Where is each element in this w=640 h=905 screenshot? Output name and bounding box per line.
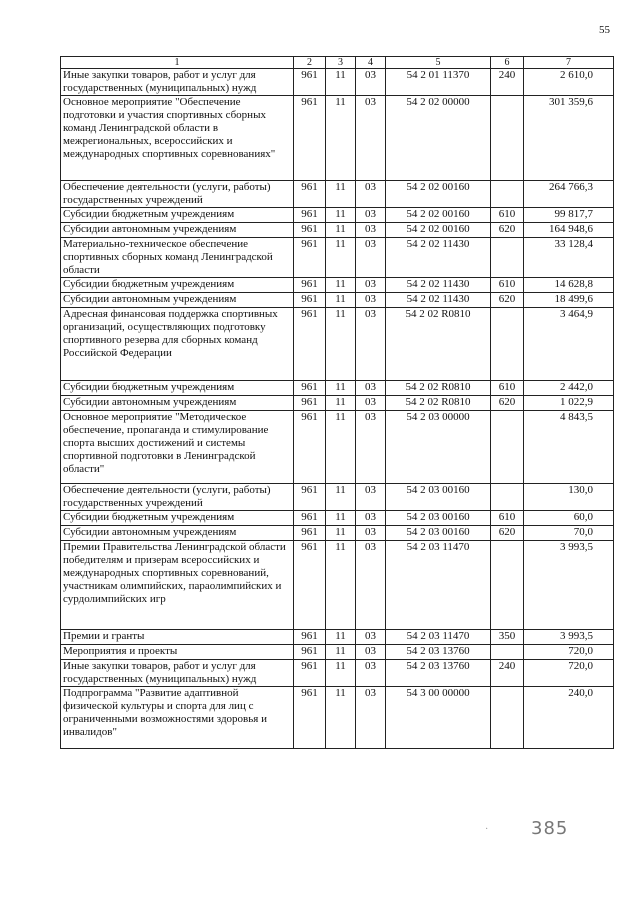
- row-name-cell: Субсидии бюджетным учреждениям: [61, 511, 294, 526]
- row-code-cell: 11: [326, 660, 356, 687]
- row-code-cell: 961: [294, 660, 326, 687]
- row-code-cell: 11: [326, 181, 356, 208]
- row-code-cell: 54 2 03 00160: [386, 484, 491, 511]
- row-name-cell: Основное мероприятие "Методическое обеспечение, пропаганда и стимулирование спорта высших достижений и системы спортивной подготовки в Ленинградской области": [61, 411, 294, 484]
- row-amount-cell: 3 464,9: [524, 308, 614, 381]
- row-code-cell: 03: [356, 278, 386, 293]
- table-row: [61, 96, 614, 181]
- row-code-cell: 620: [491, 396, 524, 411]
- row-code-cell: 03: [356, 687, 386, 749]
- row-code-cell: 961: [294, 396, 326, 411]
- row-code-cell: 11: [326, 308, 356, 381]
- row-code-cell: 961: [294, 687, 326, 749]
- row-code-cell: 961: [294, 630, 326, 645]
- row-name-cell: Субсидии автономным учреждениям: [61, 526, 294, 541]
- table-row: [61, 381, 614, 396]
- row-code-cell: [491, 484, 524, 511]
- row-code-cell: 03: [356, 396, 386, 411]
- table-row: [61, 278, 614, 293]
- row-code-cell: 11: [326, 208, 356, 223]
- row-code-cell: [491, 411, 524, 484]
- row-code-cell: 11: [326, 278, 356, 293]
- row-code-cell: 03: [356, 96, 386, 181]
- table-row: [61, 660, 614, 687]
- row-code-cell: 240: [491, 660, 524, 687]
- row-code-cell: 54 2 02 11430: [386, 238, 491, 278]
- row-code-cell: 11: [326, 541, 356, 630]
- row-code-cell: 961: [294, 645, 326, 660]
- row-code-cell: 961: [294, 308, 326, 381]
- row-code-cell: 11: [326, 526, 356, 541]
- row-amount-cell: 33 128,4: [524, 238, 614, 278]
- row-code-cell: 54 2 02 11430: [386, 278, 491, 293]
- row-code-cell: 03: [356, 511, 386, 526]
- table-row: [61, 630, 614, 645]
- scan-mark: ·: [485, 824, 489, 835]
- row-code-cell: 961: [294, 69, 326, 96]
- row-name-cell: Адресная финансовая поддержка спортивных организаций, осуществляющих подготовку спортивного резерва для сборных команд Российской Федерации: [61, 308, 294, 381]
- row-code-cell: 11: [326, 96, 356, 181]
- row-amount-cell: 720,0: [524, 645, 614, 660]
- row-amount-cell: 720,0: [524, 660, 614, 687]
- row-code-cell: 11: [326, 511, 356, 526]
- row-name-cell: Иные закупки товаров, работ и услуг для государственных (муниципальных) нужд: [61, 660, 294, 687]
- row-name-cell: Субсидии бюджетным учреждениям: [61, 278, 294, 293]
- row-code-cell: 11: [326, 411, 356, 484]
- table-row: [61, 69, 614, 96]
- row-code-cell: 961: [294, 484, 326, 511]
- row-code-cell: 11: [326, 69, 356, 96]
- row-name-cell: Материально-техническое обеспечение спортивных сборных команд Ленинградской области: [61, 238, 294, 278]
- row-code-cell: 03: [356, 630, 386, 645]
- row-code-cell: 620: [491, 526, 524, 541]
- row-code-cell: [491, 645, 524, 660]
- row-code-cell: 54 2 02 00160: [386, 208, 491, 223]
- header-cell: 3: [326, 57, 356, 69]
- row-name-cell: Субсидии автономным учреждениям: [61, 293, 294, 308]
- row-name-cell: Иные закупки товаров, работ и услуг для государственных (муниципальных) нужд: [61, 69, 294, 96]
- table-row: [61, 526, 614, 541]
- row-code-cell: 610: [491, 278, 524, 293]
- row-code-cell: [491, 96, 524, 181]
- row-code-cell: 54 2 02 R0810: [386, 396, 491, 411]
- row-amount-cell: 3 993,5: [524, 630, 614, 645]
- row-code-cell: 03: [356, 69, 386, 96]
- row-amount-cell: 1 022,9: [524, 396, 614, 411]
- row-amount-cell: 130,0: [524, 484, 614, 511]
- row-code-cell: 54 2 01 11370: [386, 69, 491, 96]
- row-code-cell: 54 2 02 00000: [386, 96, 491, 181]
- table-row: [61, 511, 614, 526]
- row-amount-cell: 301 359,6: [524, 96, 614, 181]
- table-row: [61, 308, 614, 381]
- row-amount-cell: 2 442,0: [524, 381, 614, 396]
- row-code-cell: 11: [326, 396, 356, 411]
- budget-table: [60, 56, 614, 749]
- table-row: [61, 223, 614, 238]
- table-row: [61, 238, 614, 278]
- row-name-cell: Основное мероприятие "Обеспечение подготовки и участия спортивных сборных команд Ленинградской области в межрегиональных, всероссийских и международных спортивных соревнованиях": [61, 96, 294, 181]
- row-code-cell: 54 2 02 11430: [386, 293, 491, 308]
- row-amount-cell: 2 610,0: [524, 69, 614, 96]
- row-amount-cell: 4 843,5: [524, 411, 614, 484]
- row-code-cell: 620: [491, 293, 524, 308]
- row-name-cell: Премии и гранты: [61, 630, 294, 645]
- table-header-row: [61, 57, 614, 69]
- row-name-cell: Мероприятия и проекты: [61, 645, 294, 660]
- page-number: 55: [599, 24, 610, 36]
- row-name-cell: Премии Правительства Ленинградской области победителям и призерам всероссийских и международных спортивных соревнований, участникам олимпийских, параолимпийских и сурдолимпийских игр: [61, 541, 294, 630]
- table-row: [61, 484, 614, 511]
- row-code-cell: 03: [356, 660, 386, 687]
- row-code-cell: 03: [356, 645, 386, 660]
- row-name-cell: Обеспечение деятельности (услуги, работы) государственных учреждений: [61, 181, 294, 208]
- row-code-cell: 03: [356, 411, 386, 484]
- table-row: [61, 208, 614, 223]
- row-code-cell: 961: [294, 381, 326, 396]
- row-code-cell: 03: [356, 223, 386, 238]
- header-cell: 6: [491, 57, 524, 69]
- row-code-cell: 961: [294, 181, 326, 208]
- row-code-cell: 11: [326, 687, 356, 749]
- row-code-cell: 11: [326, 238, 356, 278]
- row-code-cell: 54 2 02 00160: [386, 181, 491, 208]
- row-code-cell: 961: [294, 223, 326, 238]
- row-code-cell: 610: [491, 511, 524, 526]
- row-name-cell: Субсидии бюджетным учреждениям: [61, 208, 294, 223]
- row-code-cell: 03: [356, 526, 386, 541]
- row-name-cell: Субсидии бюджетным учреждениям: [61, 381, 294, 396]
- row-code-cell: 54 2 03 00160: [386, 526, 491, 541]
- row-code-cell: 961: [294, 411, 326, 484]
- row-code-cell: 961: [294, 293, 326, 308]
- row-code-cell: 54 2 02 R0810: [386, 308, 491, 381]
- row-amount-cell: 3 993,5: [524, 541, 614, 630]
- row-amount-cell: 164 948,6: [524, 223, 614, 238]
- row-amount-cell: 70,0: [524, 526, 614, 541]
- row-amount-cell: 18 499,6: [524, 293, 614, 308]
- row-code-cell: 54 2 02 00160: [386, 223, 491, 238]
- row-code-cell: 961: [294, 96, 326, 181]
- row-code-cell: 54 2 03 11470: [386, 541, 491, 630]
- row-code-cell: [491, 181, 524, 208]
- header-cell: 5: [386, 57, 491, 69]
- row-name-cell: Подпрограмма "Развитие адаптивной физической культуры и спорта для лиц с ограниченными возможностями здоровья и инвалидов": [61, 687, 294, 749]
- row-code-cell: 03: [356, 308, 386, 381]
- row-code-cell: 03: [356, 293, 386, 308]
- header-cell: 7: [524, 57, 614, 69]
- row-name-cell: Субсидии автономным учреждениям: [61, 223, 294, 238]
- row-code-cell: 961: [294, 208, 326, 223]
- row-code-cell: 03: [356, 181, 386, 208]
- header-cell: 1: [61, 57, 294, 69]
- row-amount-cell: 240,0: [524, 687, 614, 749]
- row-code-cell: 54 2 03 11470: [386, 630, 491, 645]
- row-amount-cell: 264 766,3: [524, 181, 614, 208]
- row-code-cell: 03: [356, 541, 386, 630]
- row-code-cell: 620: [491, 223, 524, 238]
- row-code-cell: 610: [491, 381, 524, 396]
- row-code-cell: 54 2 02 R0810: [386, 381, 491, 396]
- row-code-cell: 11: [326, 484, 356, 511]
- row-code-cell: 961: [294, 238, 326, 278]
- row-code-cell: 11: [326, 293, 356, 308]
- row-code-cell: 11: [326, 381, 356, 396]
- table-row: [61, 645, 614, 660]
- row-code-cell: 961: [294, 526, 326, 541]
- header-cell: 2: [294, 57, 326, 69]
- row-code-cell: [491, 238, 524, 278]
- row-code-cell: 54 2 03 13760: [386, 660, 491, 687]
- row-code-cell: 54 3 00 00000: [386, 687, 491, 749]
- table-row: [61, 687, 614, 749]
- row-code-cell: 11: [326, 223, 356, 238]
- table-row: [61, 396, 614, 411]
- row-code-cell: 54 2 03 13760: [386, 645, 491, 660]
- table-row: [61, 541, 614, 630]
- row-code-cell: [491, 541, 524, 630]
- row-code-cell: 240: [491, 69, 524, 96]
- header-cell: 4: [356, 57, 386, 69]
- row-amount-cell: 99 817,7: [524, 208, 614, 223]
- row-code-cell: 03: [356, 484, 386, 511]
- row-code-cell: 610: [491, 208, 524, 223]
- row-code-cell: 350: [491, 630, 524, 645]
- row-code-cell: 961: [294, 511, 326, 526]
- row-name-cell: Субсидии автономным учреждениям: [61, 396, 294, 411]
- row-code-cell: 54 2 03 00160: [386, 511, 491, 526]
- row-code-cell: 961: [294, 541, 326, 630]
- row-code-cell: [491, 308, 524, 381]
- table-row: [61, 411, 614, 484]
- row-code-cell: [491, 687, 524, 749]
- row-code-cell: 03: [356, 381, 386, 396]
- row-code-cell: 11: [326, 630, 356, 645]
- handwritten-page-stamp: 385: [531, 818, 569, 839]
- table-row: [61, 181, 614, 208]
- row-amount-cell: 14 628,8: [524, 278, 614, 293]
- row-code-cell: 03: [356, 238, 386, 278]
- table-row: [61, 293, 614, 308]
- row-code-cell: 11: [326, 645, 356, 660]
- row-name-cell: Обеспечение деятельности (услуги, работы) государственных учреждений: [61, 484, 294, 511]
- row-code-cell: 54 2 03 00000: [386, 411, 491, 484]
- row-code-cell: 03: [356, 208, 386, 223]
- row-amount-cell: 60,0: [524, 511, 614, 526]
- row-code-cell: 961: [294, 278, 326, 293]
